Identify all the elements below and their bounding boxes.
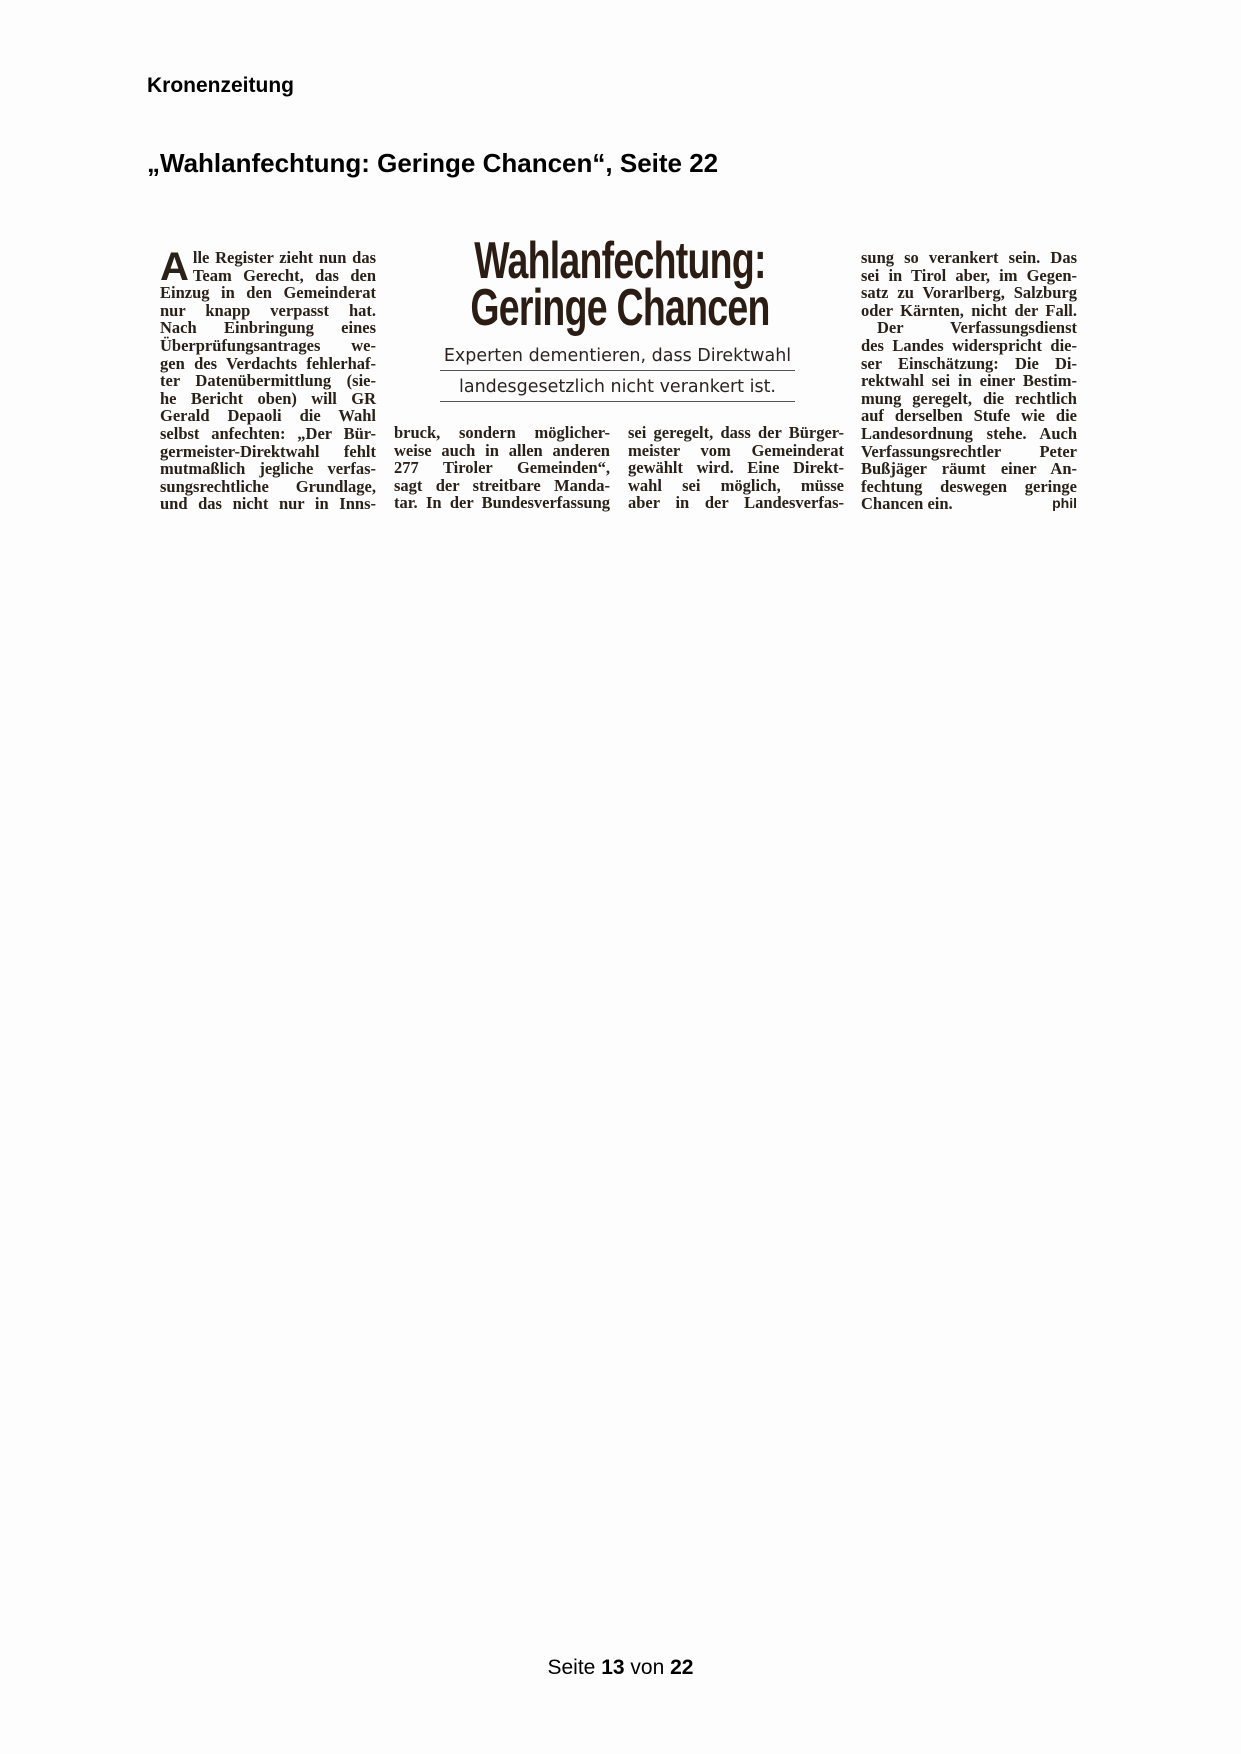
footer-prefix: Seite (547, 1656, 596, 1679)
article-text-line: Gerald Depaoli die Wahl (160, 406, 376, 426)
article-text-line: und das nicht nur in Inns- (160, 494, 376, 514)
article-text-line: bruck, sondern möglicher- (394, 423, 610, 442)
page-footer (0, 1656, 1241, 1680)
article-text-line: nur knapp verpasst hat. (160, 300, 376, 320)
article-text-line: Landesordnung stehe. Auch (861, 423, 1077, 443)
headline-line: Wahlanfechtung: (474, 232, 766, 290)
current-page: 13 (601, 1656, 625, 1679)
article-text-line: mung geregelt, die rechtlich (861, 388, 1077, 408)
article-text-line: wahl sei möglich, müsse (628, 475, 844, 495)
article-text-line: auf derselben Stufe wie die (861, 406, 1077, 426)
article-column-4 (861, 249, 1077, 513)
article-text-line: Überprüfungsantrages we- (160, 335, 376, 355)
article-text-line: meister vom Gemeinderat (628, 440, 844, 460)
article-text-line: he Bericht oben) will GR (160, 388, 376, 408)
headline-line: Geringe Chancen (470, 279, 770, 337)
article-text-line: Nach Einbringung eines (160, 318, 376, 338)
total-pages: 22 (670, 1656, 694, 1679)
article-text-line: fechtung deswegen geringe (861, 476, 1077, 496)
article-text-line: Der Verfassungsdienst (877, 318, 1077, 338)
article-text-line: des Landes widerspricht die- (861, 335, 1077, 355)
article-column-3 (628, 424, 844, 512)
article-text-line: sei in Tirol aber, im Gegen- (861, 265, 1077, 285)
article-text-line: Team Gerecht, das den (192, 265, 376, 285)
article-text-line: sungsrechtliche Grundlage, (160, 476, 376, 496)
article-text-line: Bußjäger räumt einer An- (861, 459, 1077, 479)
article-subtitle-line: Experten dementieren, dass Direktwahl (440, 346, 795, 371)
article-text-line: ter Datenübermittlung (sie- (160, 371, 376, 391)
article-text-line: Einzug in den Gemeinderat (160, 283, 376, 303)
article-text-line: aber in der Landesverfas- (628, 493, 844, 513)
article-text-line: 277 Tiroler Gemeinden“, (394, 458, 610, 478)
article-column-2 (394, 424, 610, 512)
article-subtitle-line: landesgesetzlich nicht verankert ist. (440, 377, 795, 402)
document-title: „Wahlanfechtung: Geringe Chancen“, Seite 22 (147, 148, 719, 178)
article-column-1 (160, 245, 376, 514)
article-text-line: sei geregelt, dass der Bürger- (628, 423, 844, 442)
article-text-line: satz zu Vorarlberg, Salzburg (861, 283, 1077, 303)
article-headline (400, 232, 840, 337)
article-text-line: sagt der streitbare Manda- (394, 475, 610, 495)
article-text-line: weise auch in allen anderen (394, 440, 610, 460)
article-text-line: rektwahl sei in einer Bestim- (861, 371, 1077, 391)
article-text-line: lle Register zieht nun das (192, 248, 376, 267)
article-text-line: gen des Verdachts fehlerhaf- (160, 353, 376, 373)
article-text-line: Chancen ein. (861, 494, 953, 514)
article-text-line: germeister-Direktwahl fehlt (160, 441, 376, 461)
article-text-line: sung so verankert sein. Das (861, 248, 1077, 267)
article-text-line: gewählt wird. Eine Direkt- (628, 458, 844, 478)
article-text-line: selbst anfechten: „Der Bür- (160, 423, 376, 443)
article-text-line: ser Einschätzung: Die Di- (861, 353, 1077, 373)
article-text-line: Verfassungsrechtler Peter (861, 441, 1077, 461)
footer-middle: von (630, 1656, 665, 1679)
dropcap: A (160, 245, 189, 289)
newspaper-source: Kronenzeitung (147, 74, 294, 97)
article-text-line-wrap (861, 495, 1077, 513)
article-text-line: oder Kärnten, nicht der Fall. (861, 300, 1077, 320)
article-text-line: tar. In der Bundesverfassung (394, 493, 610, 513)
author-signature: phil (1052, 495, 1077, 512)
article-text-line: mutmaßlich jegliche verfas- (160, 459, 376, 479)
